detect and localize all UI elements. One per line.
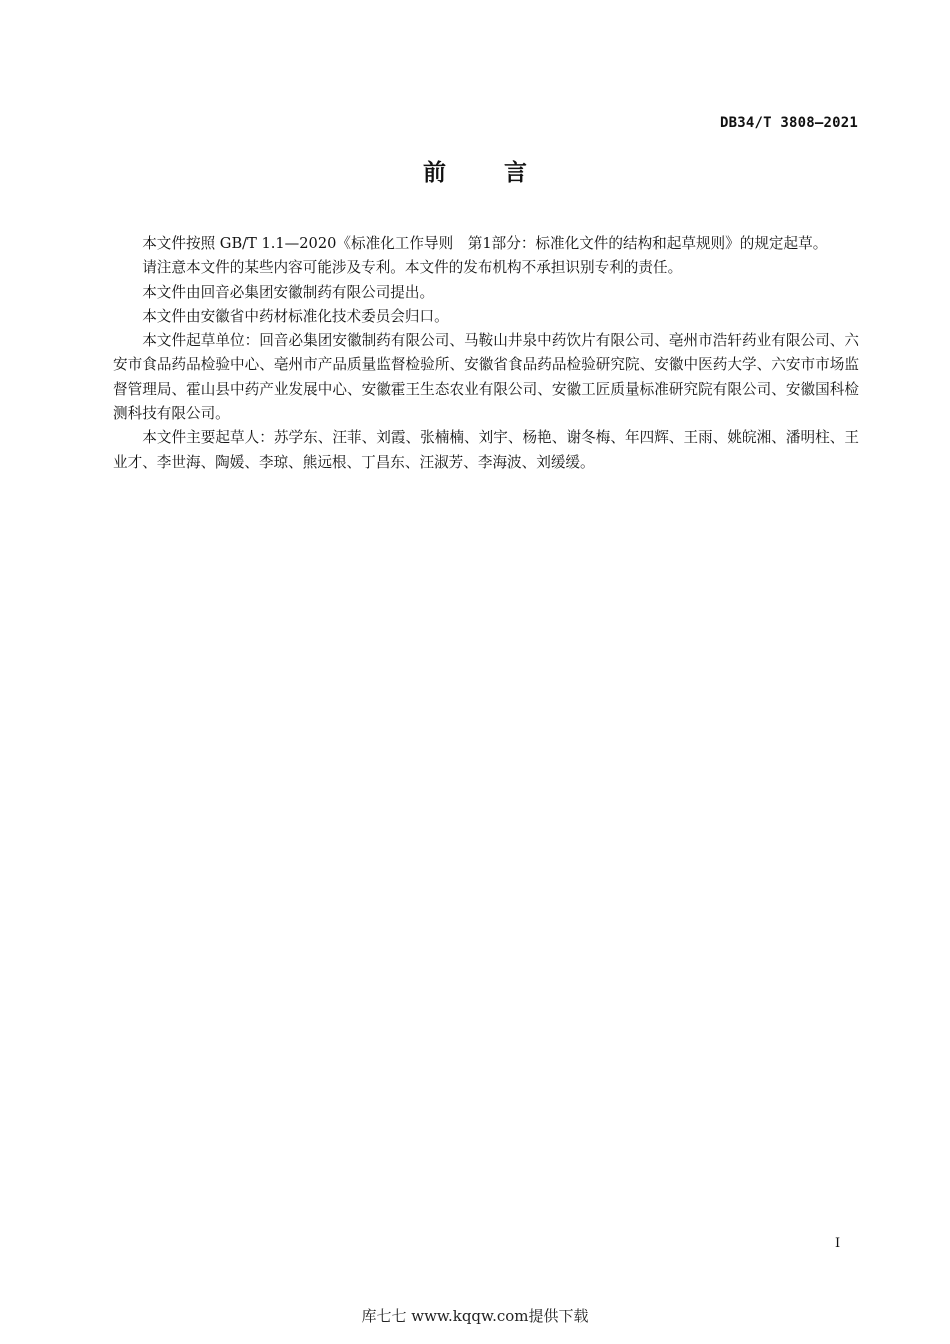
paragraph-drafters: 本文件主要起草人：苏学东、汪菲、刘霞、张楠楠、刘宇、杨艳、谢冬梅、年四辉、王雨、姚皖湘、潘明柱、王业才、李世海、陶媛、李琼、熊远根、丁昌东、汪淑芳、李海波、刘缓缓。 xyxy=(113,429,859,471)
page-title xyxy=(0,154,950,187)
download-watermark: 库七七 www.kqqw.com提供下载 xyxy=(361,1307,589,1325)
page-title-char-1: 前 xyxy=(423,160,446,186)
document-body xyxy=(113,232,859,475)
paragraph-committee: 本文件由安徽省中药材标准化技术委员会归口。 xyxy=(142,307,449,325)
paragraph-proposer: 本文件由回音必集团安徽制药有限公司提出。 xyxy=(142,283,435,301)
page-title-char-2: 言 xyxy=(504,160,527,186)
page-number: I xyxy=(835,1236,841,1251)
document-code: DB34/T 3808—2021 xyxy=(719,115,858,131)
paragraph-patent-notice: 请注意本文件的某些内容可能涉及专利。本文件的发布机构不承担识别专利的责任。 xyxy=(142,259,683,277)
paragraph-drafting-units: 本文件起草单位：回音必集团安徽制药有限公司、马鞍山井泉中药饮片有限公司、亳州市浩轩药业有限公司、六安市食品药品检验中心、亳州市产品质量监督检验所、安徽省食品药品检验研究院、安徽中医药大学、六安市市场监督管理局、霍山县中药产业发展中心、安徽霍王生态农业有限公司、安徽工匠质量标准研究院有限公司、安徽国科检测科技有限公司。 xyxy=(113,332,859,423)
paragraph-drafting-rules: 本文件按照 GB/T 1.1—2020《标准化工作导则 第1部分：标准化文件的结构和起草规则》的规定起草。 xyxy=(142,235,828,252)
